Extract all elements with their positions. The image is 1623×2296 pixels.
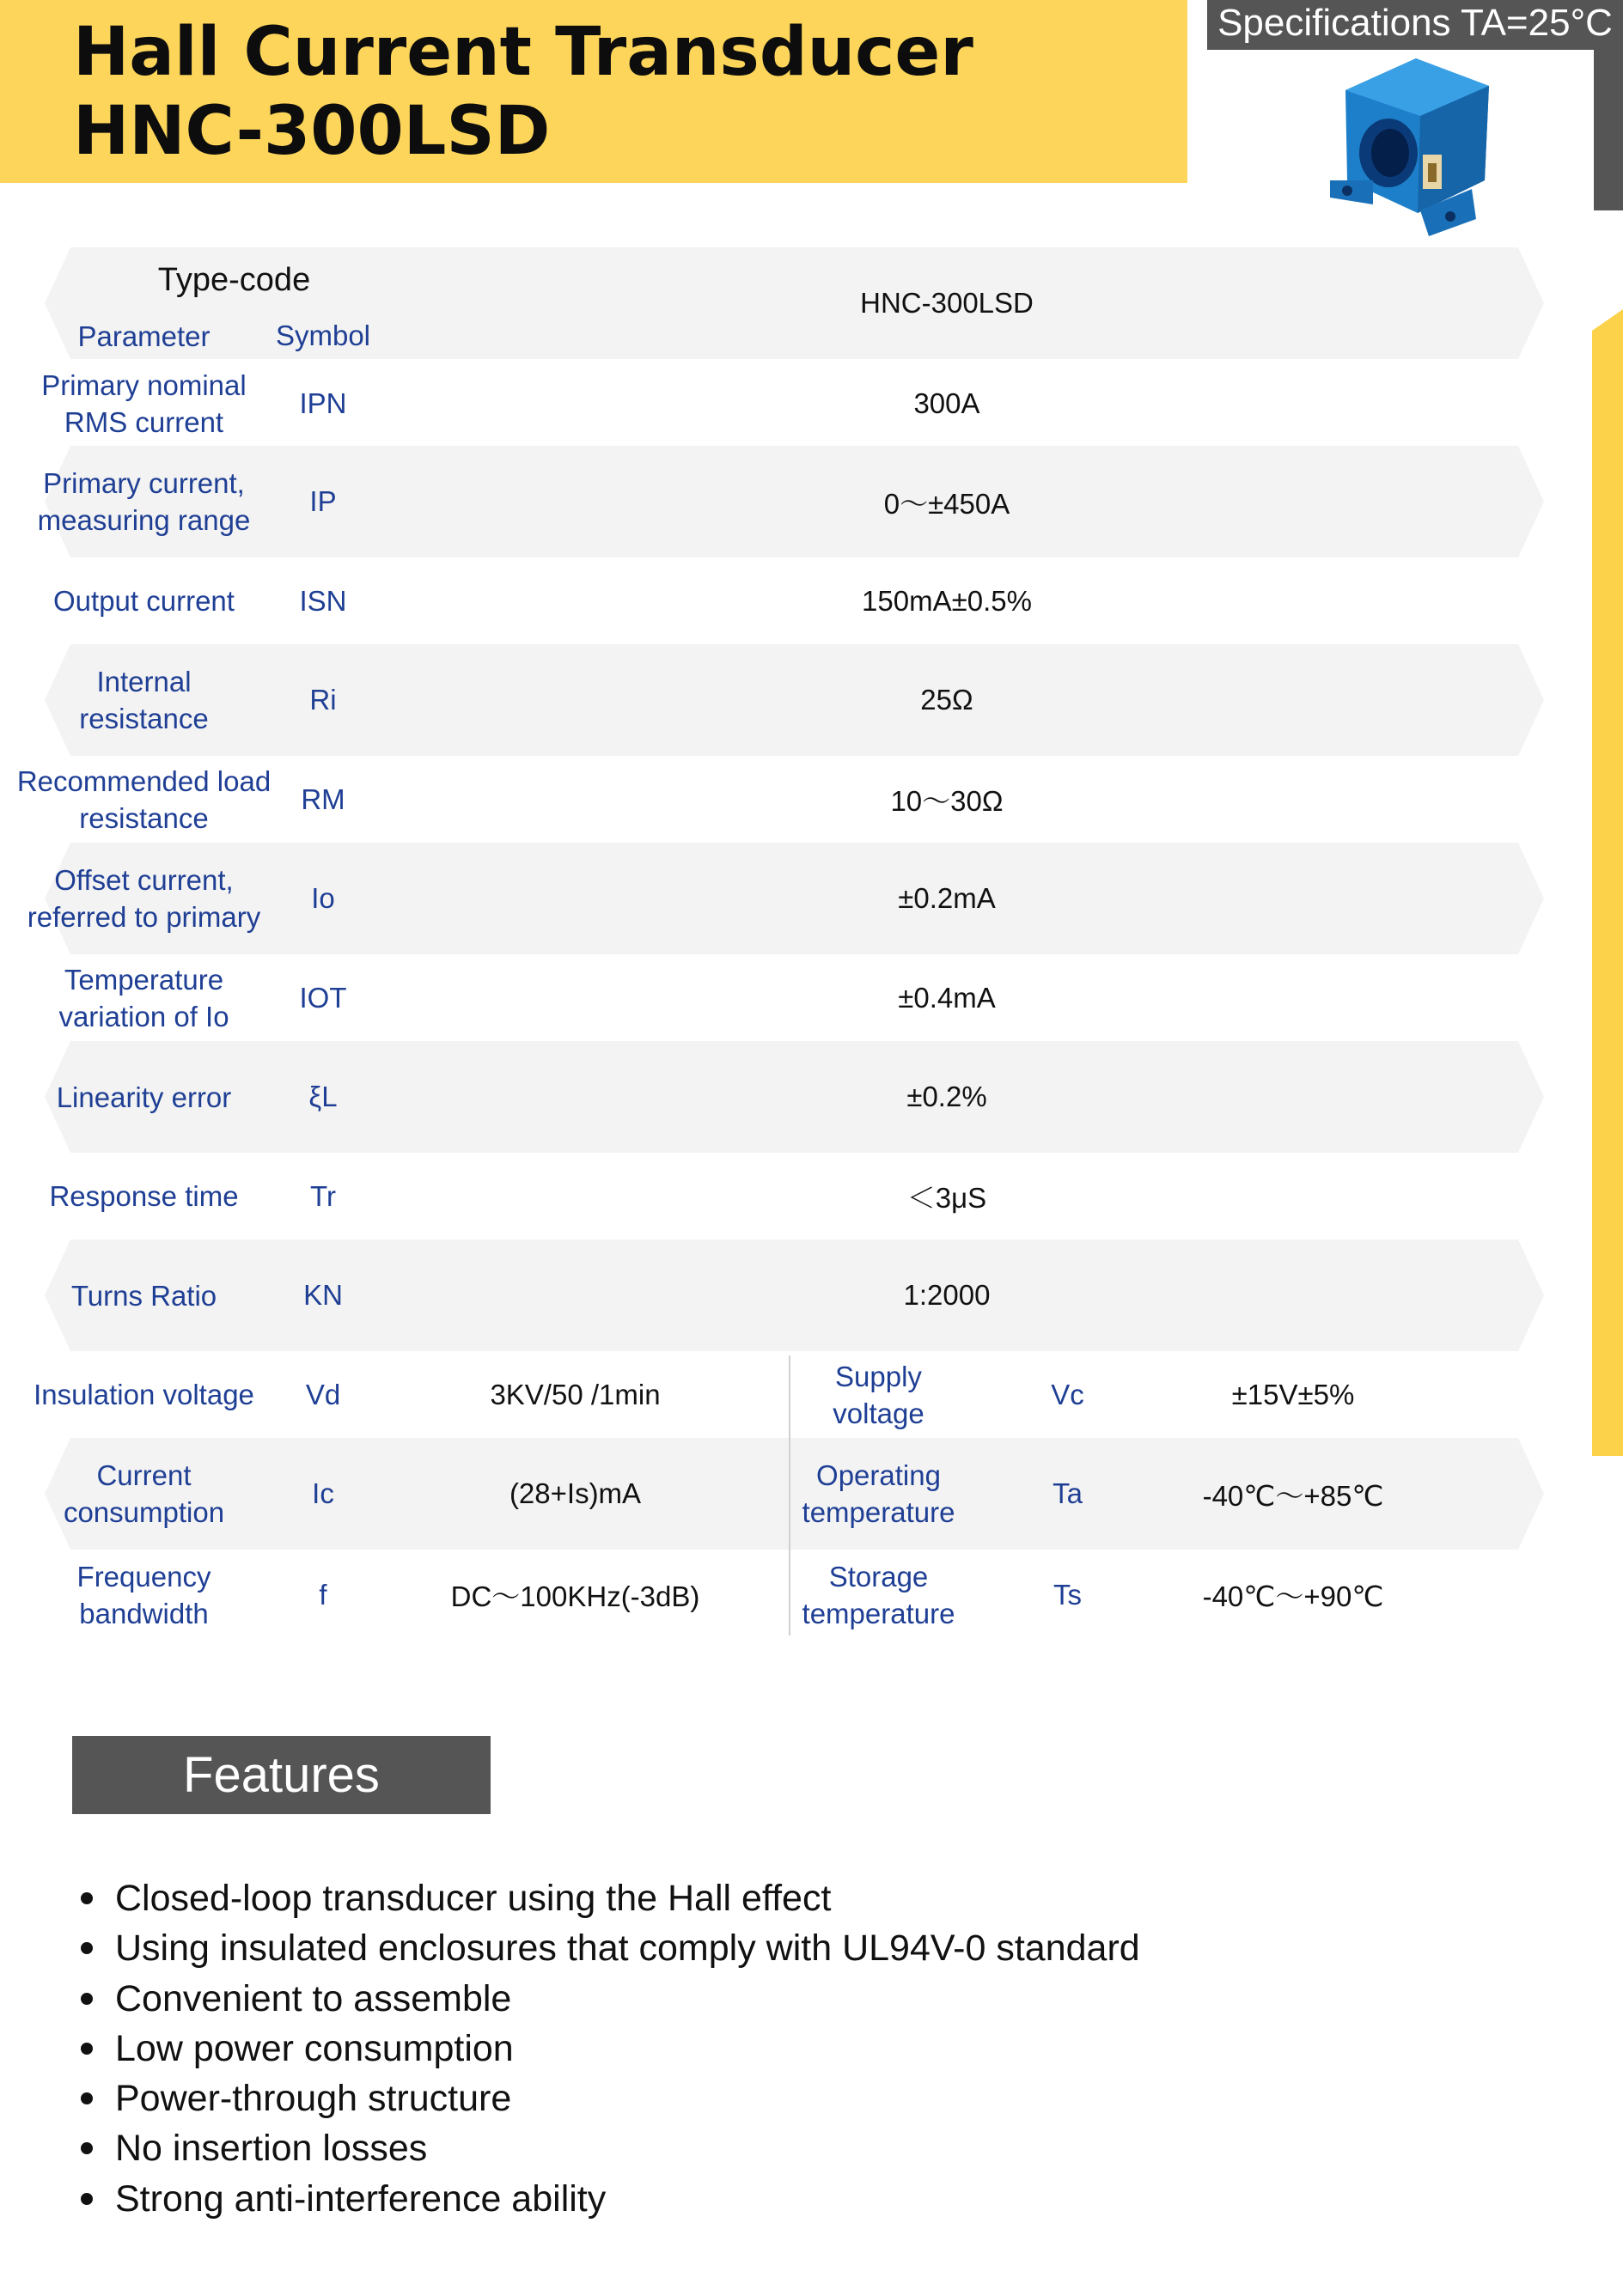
row-symbol: IOT [299,981,347,1014]
feature-text: Using insulated enclosures that comply with UL94V-0 standard [115,1928,1140,1970]
features-heading: Features [72,1736,491,1814]
row-symbol: ISN [299,584,347,617]
parameter-header: Parameter [77,320,211,352]
row-symbol: IPN [299,387,347,419]
row-param: Current consumption [63,1459,225,1528]
bullet-icon [81,2193,93,2205]
transducer-product-image [1321,52,1502,245]
row-param: Internal resistance [79,666,209,734]
side-yellow-tab [1592,309,1623,1456]
bullet-icon [81,2043,93,2055]
row-param: Linearity error [56,1081,232,1113]
feature-text: Low power consumption [115,2027,514,2069]
row-value: ±0.2% [906,1081,987,1112]
row-symbol: Vd [305,1378,341,1410]
row-value: 3KV/50 /1min [490,1378,661,1410]
row-param: Primary nominal RMS current [41,369,247,438]
feature-item [76,1974,1140,2024]
bullet-icon [81,1892,93,1904]
row-param: Recommended load resistance [16,764,272,834]
feature-item [76,2174,1140,2224]
page-title [73,13,973,171]
row-symbol: IP [309,485,337,517]
row-param-right: Operating temperature [802,1459,955,1528]
features-list [76,1873,1140,2224]
row-value: ±0.4mA [898,981,996,1014]
row-value: (28+Is)mA [509,1477,642,1509]
row-param-right: Supply voltage [833,1360,924,1429]
row-symbol: Ri [309,684,337,716]
feature-text: Convenient to assemble [115,1977,512,2019]
row-value: 150mA±0.5% [862,584,1032,617]
row-symbol: Tr [310,1179,336,1212]
bullet-icon [81,2142,93,2154]
row-value: 10～30Ω [890,785,1004,817]
type-code-label: Type-code [157,261,311,298]
row-symbol: KN [303,1279,343,1311]
row-value: ±0.2mA [898,882,996,914]
side-accent-bar [1594,50,1623,210]
row-symbol: RM [301,783,345,815]
row-value: DC～100KHz(-3dB) [450,1580,700,1612]
row-param: Output current [53,585,235,617]
feature-item [76,2123,1140,2173]
row-value: ＜3μS [906,1182,987,1214]
row-param: Response time [49,1180,239,1212]
row-value: 0～±450A [883,487,1010,520]
symbol-header: Symbol [275,320,371,351]
feature-text: No insertion losses [115,2128,428,2170]
bullet-icon [81,1993,93,2005]
row-param-right: Storage temperature [802,1560,955,1629]
row-symbol-right: Ta [1053,1477,1083,1509]
bullet-icon [81,1942,93,1954]
row-param: Turns Ratio [70,1279,217,1312]
row-param: Insulation voltage [34,1379,254,1410]
row-value-right: -40℃～+85℃ [1202,1479,1384,1512]
model-value: HNC-300LSD [860,287,1034,319]
row-symbol: ξL [308,1081,338,1112]
row-symbol: Ic [312,1477,334,1509]
row-value: 300A [913,387,980,419]
row-symbol-right: Ts [1053,1578,1082,1611]
feature-item [76,2024,1140,2074]
row-value-right: ±15V±5% [1231,1378,1355,1410]
title-line-2: HNC-300LSD [73,93,551,170]
row-value-right: -40℃～+90℃ [1202,1580,1384,1612]
row-symbol-right: Vc [1051,1378,1084,1410]
row-symbol: f [319,1578,327,1611]
feature-item [76,1923,1140,1973]
row-param: Primary current, measuring range [37,467,251,536]
feature-text: Strong anti-interference ability [115,2177,607,2220]
feature-item [76,1873,1140,1923]
specifications-tag: Specifications TA=25°C [1207,0,1623,50]
row-param: Temperature variation of Io [58,963,229,1032]
row-symbol: Io [311,882,335,914]
feature-item [76,2074,1140,2123]
row-param: Frequency bandwidth [76,1560,211,1629]
feature-text: Power-through structure [115,2078,512,2120]
bullet-icon [81,2092,93,2104]
row-param: Offset current, referred to primary [27,864,261,933]
row-value: 1:2000 [903,1279,991,1311]
feature-text: Closed-loop transducer using the Hall effect [115,1878,832,1919]
title-line-1: Hall Current Transducer [73,14,973,91]
row-value: 25Ω [920,684,973,716]
